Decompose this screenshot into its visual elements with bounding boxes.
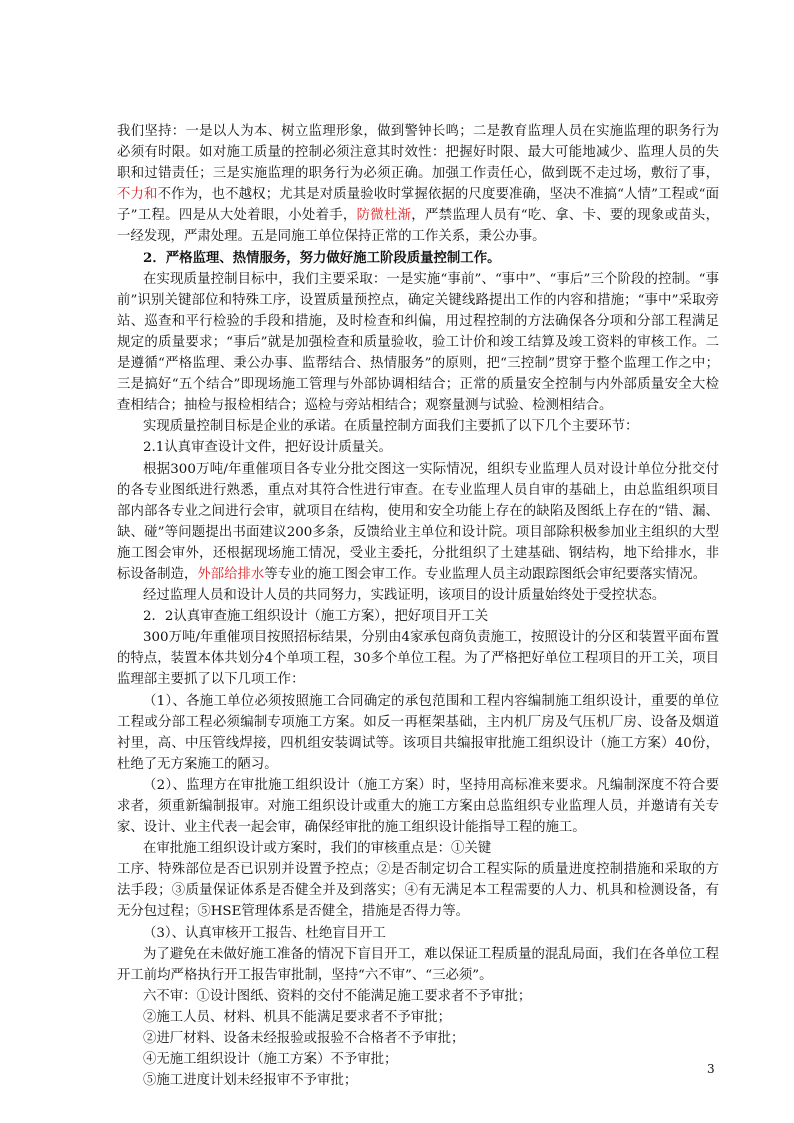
section-heading: 2．严格监理、热情服务，努力做好施工阶段质量控制工作。 [143, 249, 501, 266]
rule-item-5: ⑤施工进度计划未经报审不予审批； [143, 1073, 358, 1089]
paragraph-1 [117, 121, 719, 248]
paragraph-13: 工序、特殊部位是否已识别并设置予控点；②是否制定切合工程实际的质量进度控制措施和采取的方法手段；③质量保证体系是否健全并及到落实；④有无满足本工程需要的人力、机具和检测设备，有无分包过程；⑤HSE管理体系是否健全，措施是否得力等。 [117, 862, 719, 920]
highlighted-text: 不力和 [117, 187, 158, 203]
paragraph-12: 在审批施工组织设计或方案时，我们的审核重点是：①关键 [143, 841, 492, 857]
highlighted-text: 外部给排水 [197, 566, 265, 582]
subsection-heading-2-2: 2．2认真审查施工组织设计（施工方案），把好项目开工关 [143, 609, 489, 625]
text-run: ，严禁监理人员有“吃、拿、卡、要的现象或苗头，一经发现，严肃处理。五是同施工单位保持正常的工作关系，秉公办事。 [117, 208, 719, 245]
text-run: 等专业的施工图会审工作。专业监理人员主动跟踪图纸会审纪要落实情况。 [264, 566, 707, 582]
paragraph-9: 300万吨/年重催项目按照招标结果，分别由4家承包商负责施工，按照设计的分区和装置平面布置的特点，装置本体共划分4个单项工程，30多个单位工程。为了严格把好单位工程项目的开工关，项目监理部主要抓了以下几项工作： [117, 630, 719, 688]
paragraph-6 [117, 459, 719, 586]
rule-item-3: ②进厂材料、设备未经报验或报验不合格者不予审批； [143, 1031, 465, 1047]
text-run: 根据300万吨/年重催项目各专业分批交图这一实际情况，组织专业监理人员对设计单位分批交付的各专业图纸进行熟悉，重点对其符合性进行审查。在专业监理人员自审的基础上，由总监组织项目部内部各专业之间进行会审，就项目在结构，使用和安全功能上存在的缺陷及图纸上存在的“错、漏、缺、碰”等问题提出书面建议200多条，反馈给业主单位和设计院。项目部除积极参加业主组织的大型施工图会审外，还根据现场施工情况，受业主委托，分批组织了土建基础、钢结构，地下给排水，非标设备制造， [117, 461, 719, 582]
rule-item-1: 六不审：①设计图纸、资料的交付不能满足施工要求者不予审批； [143, 988, 532, 1004]
page-number: 3 [707, 1062, 715, 1076]
paragraph-4: 实现质量控制目标是企业的承诺。在质量控制方面我们主要抓了以下几个主要环节： [143, 419, 639, 435]
paragraph-7: 经过监理人员和设计人员的共同努力，实践证明，该项目的设计质量始终处于受控状态。 [143, 588, 666, 604]
rule-item-4: ④无施工组织设计（施工方案）不予审批； [143, 1052, 398, 1068]
highlighted-text: 防微杜渐 [356, 208, 412, 224]
text-run: 我们坚持：一是以人为本、树立监理形象，做到警钟长鸣；二是教育监理人员在实施监理的职务行为必须有时限。如对施工质量的控制必须注意其时效性：把握好时限、最大可能地减少、监理人员的失职和过错责任；三是实施监理的职务行为必须正确。加强工作责任心，做到既不走过场，敷衍了事， [117, 124, 719, 182]
rule-item-2: ②施工人员、材料、机具不能满足要求者不予审批； [143, 1009, 451, 1025]
paragraph-15: 为了避免在未做好施工准备的情况下盲目开工，难以保证工程质量的混乱局面，我们在各单位工程开工前均严格执行开工报告审批制，坚持“六不审”、“三必须”。 [117, 946, 719, 983]
list-item-3: （3）、认真审核开工报告、杜绝盲目开工 [143, 925, 386, 941]
subsection-heading-2-1: 2.1认真审查设计文件，把好设计质量关。 [143, 440, 392, 456]
text-run: 不作为，也不越权；尤其是对质量验收时掌握依据的尺度要准确，坚决不准搞“人情”工程或“面子”工程。四是从大处着眼，小处着手， [117, 187, 720, 224]
page-body [117, 121, 719, 1091]
paragraph-3: 在实现质量控制目标中，我们主要采取：一是实施“事前”、“事中”、“事后”三个阶段的控制。“事前”识别关键部位和特殊工序，设置质量预控点，确定关键线路提出工作的内容和措施；“事中”采取旁站、巡查和平行检验的手段和措施，及时检查和纠偏，用过程控制的方法确保各分项和分部工程满足规定的质量要求；“事后”就是加强检查和质量验收，验工计价和竣工结算及竣工资料的审核工作。二是遵循“严格监理、秉公办事、监帮结合、热情服务”的原则，把“三控制”贯穿于整个监理工作之中；三是搞好“五个结合”即现场施工管理与外部协调相结合；正常的质量安全控制与内外部质量安全大检查相结合；抽检与报检相结合；巡检与旁站相结合；观察量测与试验、检测相结合。 [117, 271, 719, 414]
list-item-1: （1）、各施工单位必须按照施工合同确定的承包范围和工程内容编制施工组织设计，重要的单位工程或分部工程必须编制专项施工方案。如反一再框架基础，主内机厂房及气压机厂房、设备及烟道衬里，高、中压管线焊接，四机组安装调试等。该项目共编报审批施工组织设计（施工方案）40份，杜绝了无方案施工的陋习。 [117, 693, 719, 772]
list-item-2: （2）、监理方在审批施工组织设计（施工方案）时，坚持用高标准来要求。凡编制深度不符合要求者，须重新编制报审。对施工组织设计或重大的施工方案由总监组织专业监理人员，并邀请有关专家、设计、业主代表一起会审，确保经审批的施工组织设计能指导工程的施工。 [117, 777, 719, 836]
